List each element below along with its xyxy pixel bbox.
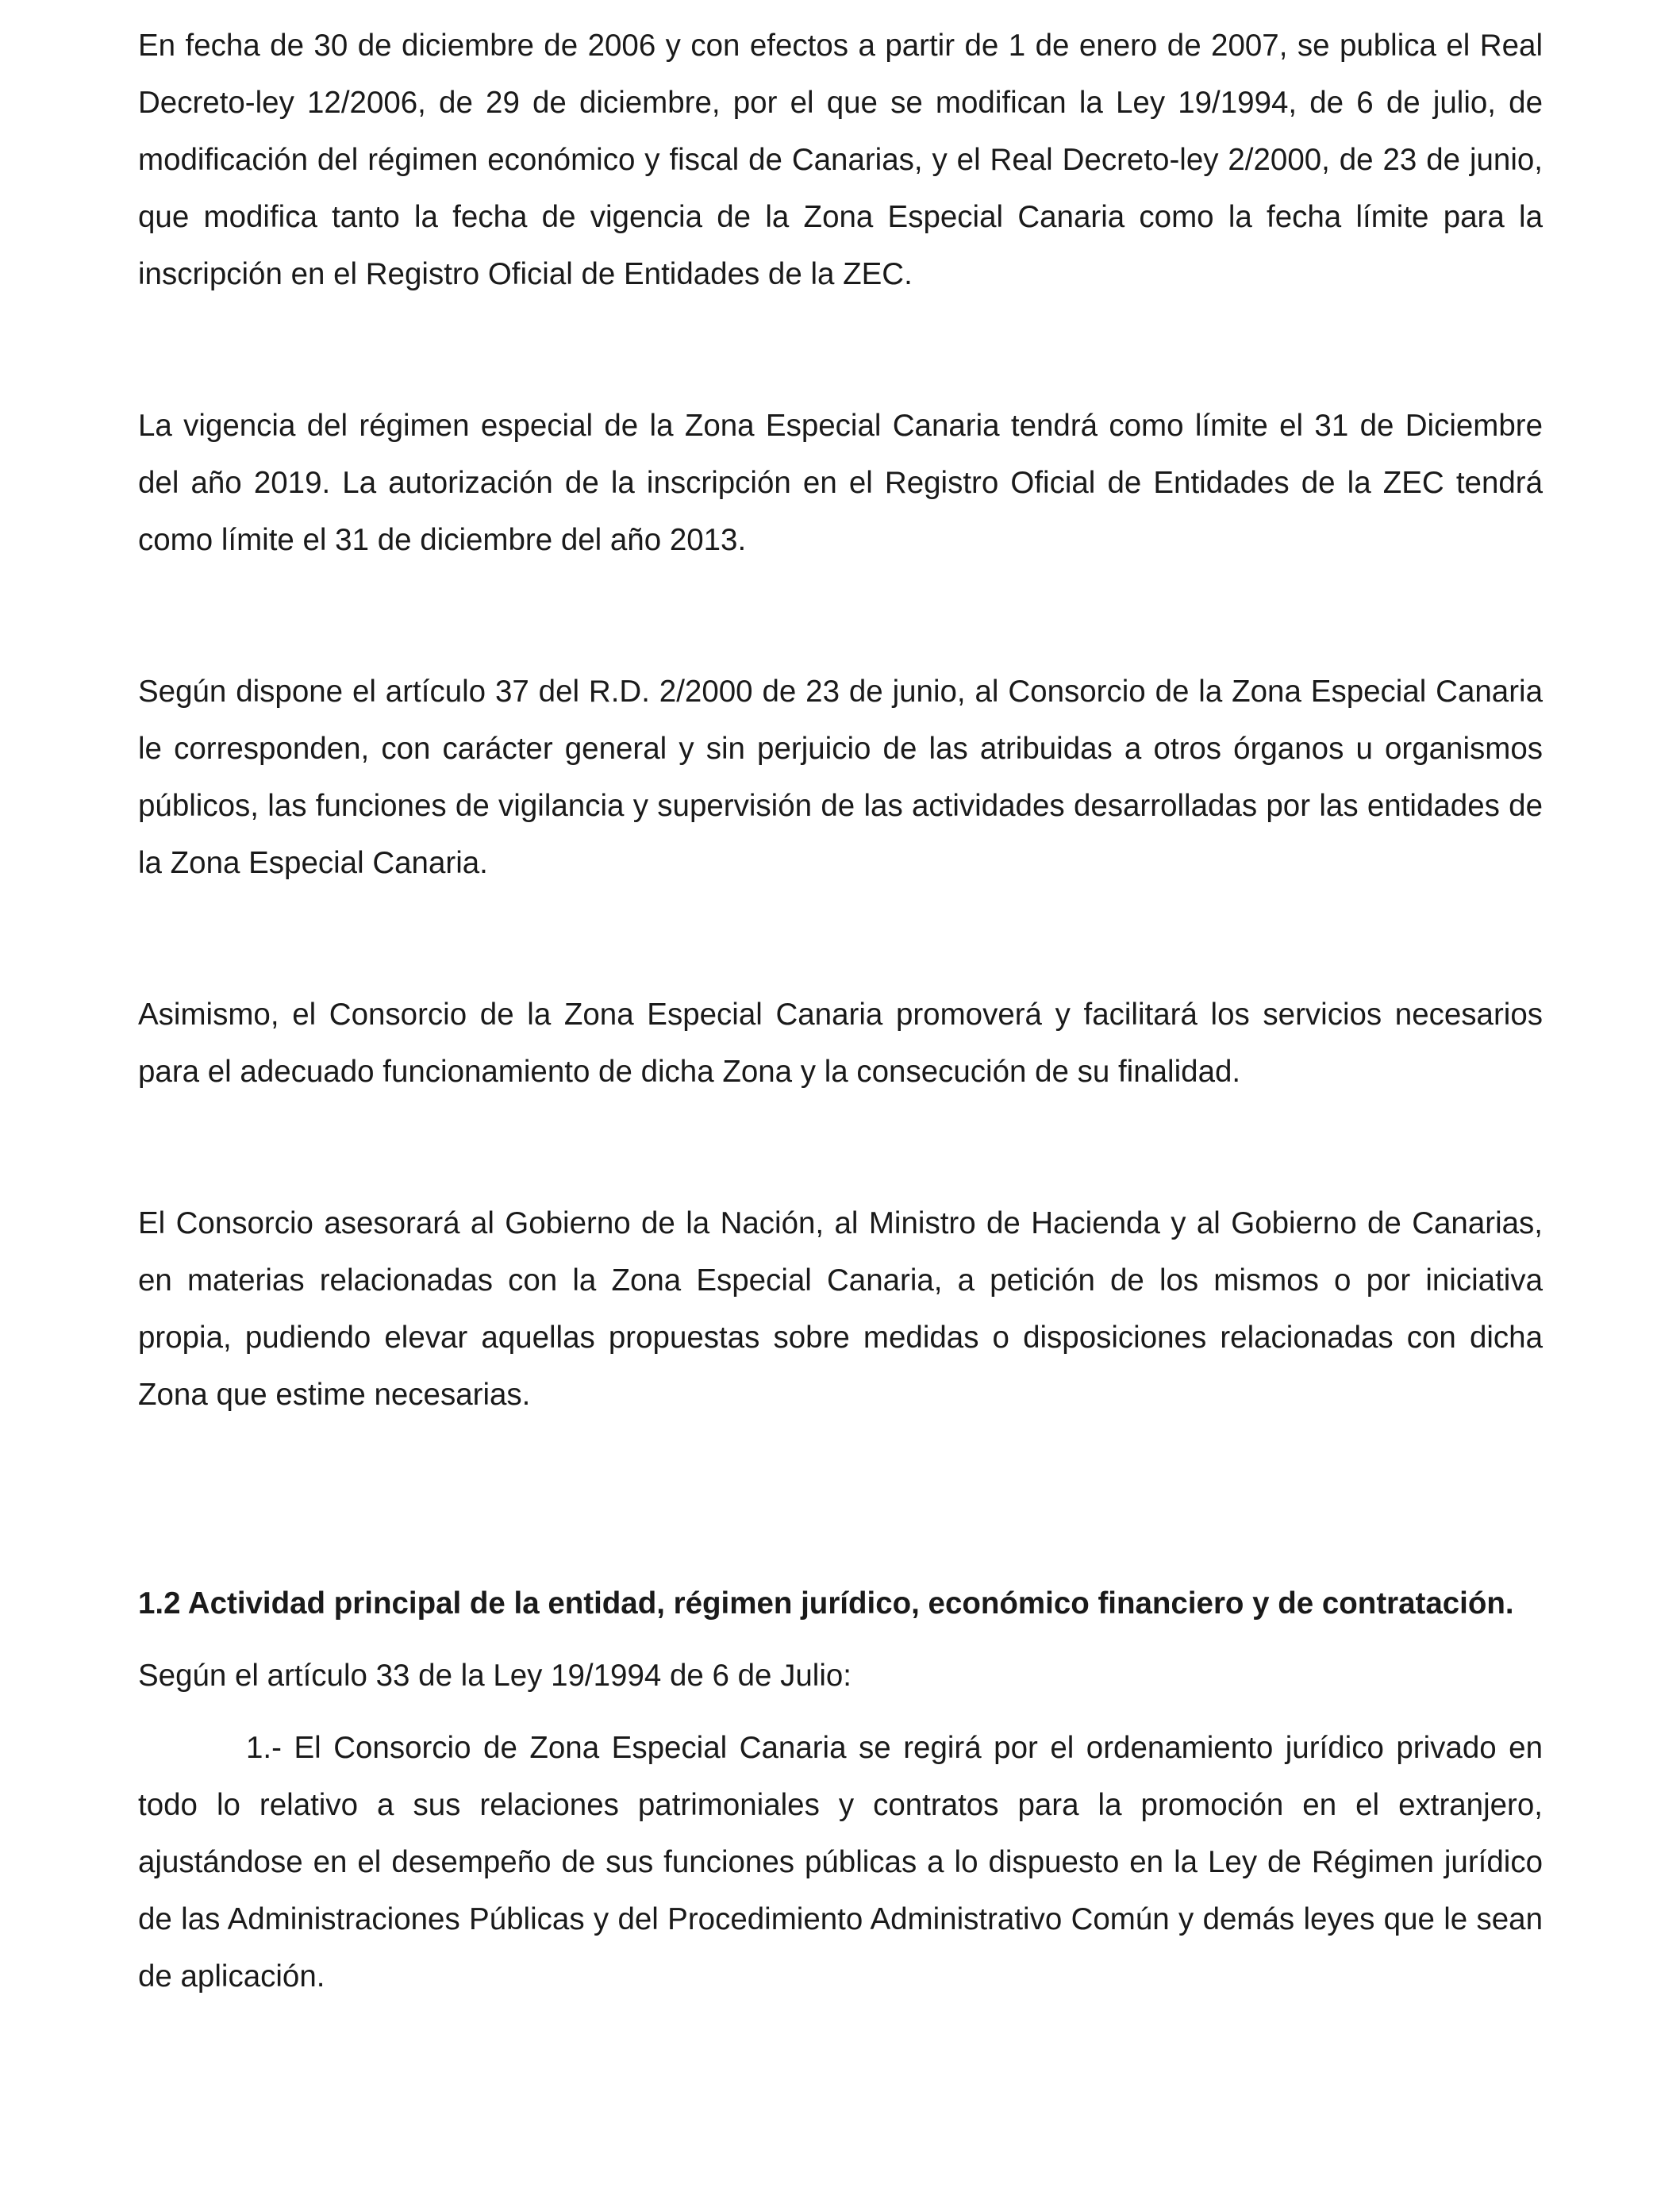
paragraph-articulo-37: Según dispone el artículo 37 del R.D. 2/2000 de 23 de junio, al Consorcio de la Zona Especial Canaria le corresponden, con carácter general y sin perjuicio de las atribuidas a otros órganos u organismos públicos, las funciones de vigilancia y supervisión de las actividades desarrolladas por las entidades de la Zona Especial Canaria. [138, 675, 1543, 880]
paragraph-vigencia: La vigencia del régimen especial de la Zona Especial Canaria tendrá como límite el 31 de Diciembre del año 2019. La autorización de la inscripción en el Registro Oficial de Entidades de la ZEC tendrá como límite el 31 de diciembre del año 2013. [138, 409, 1543, 557]
paragraph-asimismo: Asimismo, el Consorcio de la Zona Especial Canaria promoverá y facilitará los servicios necesarios para el adecuado funcionamiento de dicha Zona y la consecución de su finalidad. [138, 998, 1543, 1089]
section-lead: Según el artículo 33 de la Ley 19/1994 de 6 de Julio: [138, 1659, 852, 1693]
section-item-1: 1.- El Consorcio de Zona Especial Canaria se regirá por el ordenamiento jurídico privado en todo lo relativo a sus relaciones patrimoniales y contratos para la promoción en el extranjero, ajustándose en el desempeño de sus funciones públicas a lo dispuesto en la Ley de Régimen jurídico de las Administraciones Públicas y del Procedimiento Administrativo Común y demás leyes que le sean de aplicación. [138, 1731, 1543, 1994]
paragraph-asesorara: El Consorcio asesorará al Gobierno de la Nación, al Ministro de Hacienda y al Gobierno de Canarias, en materias relacionadas con la Zona Especial Canaria, a petición de los mismos o por iniciativa propia, pudiendo elevar aquellas propuestas sobre medidas o disposiciones relacionadas con dicha Zona que estime necesarias. [138, 1206, 1543, 1412]
section-heading: 1.2 Actividad principal de la entidad, régimen jurídico, económico financiero y de contratación. [138, 1586, 1514, 1621]
paragraph-decreto-ley: En fecha de 30 de diciembre de 2006 y con efectos a partir de 1 de enero de 2007, se publica el Real Decreto-ley 12/2006, de 29 de diciembre, por el que se modifican la Ley 19/1994, de 6 de julio, de modificación del régimen económico y fiscal de Canarias, y el Real Decreto-ley 2/2000, de 23 de junio, que modifica tanto la fecha de vigencia de la Zona Especial Canaria como la fecha límite para la inscripción en el Registro Oficial de Entidades de la ZEC. [138, 29, 1543, 291]
document-page [138, 17, 1543, 2005]
